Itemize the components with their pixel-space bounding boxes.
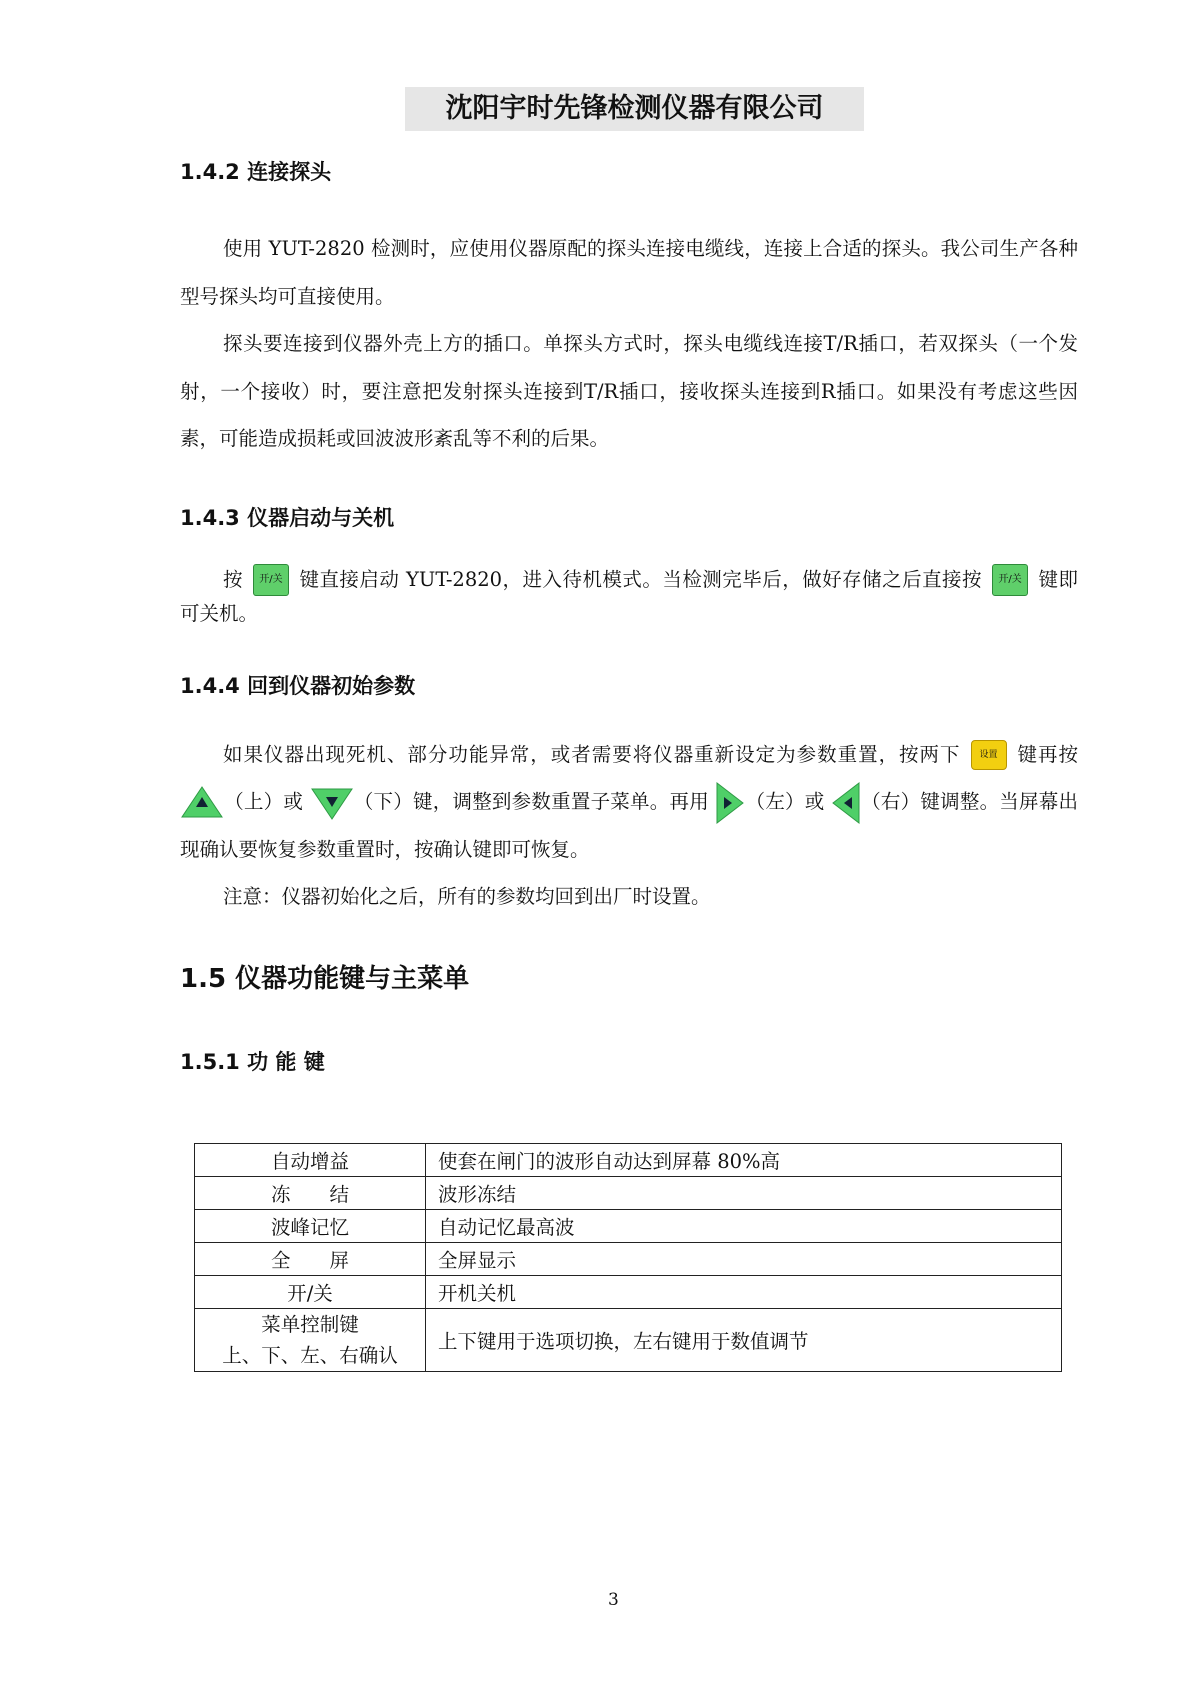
paragraph-reset [180, 731, 1078, 874]
text: 键即可关机。 [180, 567, 1078, 625]
key-name [195, 1308, 426, 1371]
power-key-icon: 开/关 [992, 564, 1028, 596]
key-description: 上下键用于选项切换，左右键用于数值调节 [426, 1308, 1062, 1371]
page-content [180, 87, 1078, 1372]
left-key-icon [831, 781, 861, 825]
key-description: 开机关机 [426, 1275, 1062, 1308]
table-row [195, 1308, 1062, 1371]
key-name: 波峰记忆 [195, 1209, 426, 1242]
key-name: 自动增益 [195, 1143, 426, 1176]
right-key-icon [715, 781, 745, 825]
down-key-icon [310, 785, 354, 821]
up-key-icon [180, 785, 224, 821]
settings-key-icon: 设置 [971, 740, 1007, 770]
text: （右）键调整。当屏幕出现确认要恢复参数重置时，按确认键即可恢复。 [180, 790, 1078, 861]
heading-1-4-3: 1.4.3 仪器启动与关机 [180, 505, 395, 530]
key-name: 冻 结 [195, 1176, 426, 1209]
key-description: 全屏显示 [426, 1242, 1062, 1275]
paragraph: 探头要连接到仪器外壳上方的插口。单探头方式时，探头电缆线连接T/R插口，若双探头（一个发射，一个接收）时，要注意把发射探头连接到T/R插口，接收探头连接到R插口。如果没有考虑这些因素，可能造成损耗或回波波形紊乱等不利的后果。 [180, 332, 1078, 450]
function-key-table [194, 1143, 1062, 1372]
key-name-main: 菜单控制键 [261, 1312, 359, 1336]
paragraph: 使用 YUT-2820 检测时，应使用仪器原配的探头连接电缆线，连接上合适的探头。我公司生产各种型号探头均可直接使用。 [180, 237, 1078, 308]
company-header: 沈阳宇时先锋检测仪器有限公司 [405, 87, 864, 131]
table-row [195, 1143, 1062, 1176]
key-description: 自动记忆最高波 [426, 1209, 1062, 1242]
table-row [195, 1209, 1062, 1242]
text: （上）或 [224, 790, 304, 813]
key-description: 使套在闸门的波形自动达到屏幕 80%高 [426, 1143, 1062, 1176]
text: （下）键，调整到参数重置子菜单。再用 [353, 790, 709, 813]
heading-1-4-2: 1.4.2 连接探头 [180, 160, 332, 184]
key-name: 全 屏 [195, 1242, 426, 1275]
key-name-sub: 上、下、左、右确认 [222, 1343, 398, 1367]
text: 键直接启动 YUT-2820，进入待机模式。当检测完毕后，做好存储之后直接按 [298, 567, 983, 591]
text: 如果仪器出现死机、部分功能异常，或者需要将仪器重新设定为参数重置，按两下 [223, 742, 961, 766]
key-description: 波形冻结 [426, 1176, 1062, 1209]
heading-1-5-1: 1.5.1 功 能 键 [180, 1049, 325, 1074]
key-name: 开/关 [195, 1275, 426, 1308]
table-row [195, 1275, 1062, 1308]
power-key-icon: 开/关 [253, 564, 289, 596]
heading-1-4-4: 1.4.4 回到仪器初始参数 [180, 673, 416, 698]
table-row [195, 1176, 1062, 1209]
text: 按 [223, 567, 243, 591]
heading-1-5: 1.5 仪器功能键与主菜单 [180, 963, 470, 994]
table-row [195, 1242, 1062, 1275]
page-number: 3 [608, 1590, 619, 1610]
text: 键再按 [1016, 742, 1078, 766]
paragraph-power [180, 563, 1078, 631]
text: （左）或 [745, 790, 825, 813]
note: 注意：仪器初始化之后，所有的参数均回到出厂时设置。 [223, 885, 711, 908]
